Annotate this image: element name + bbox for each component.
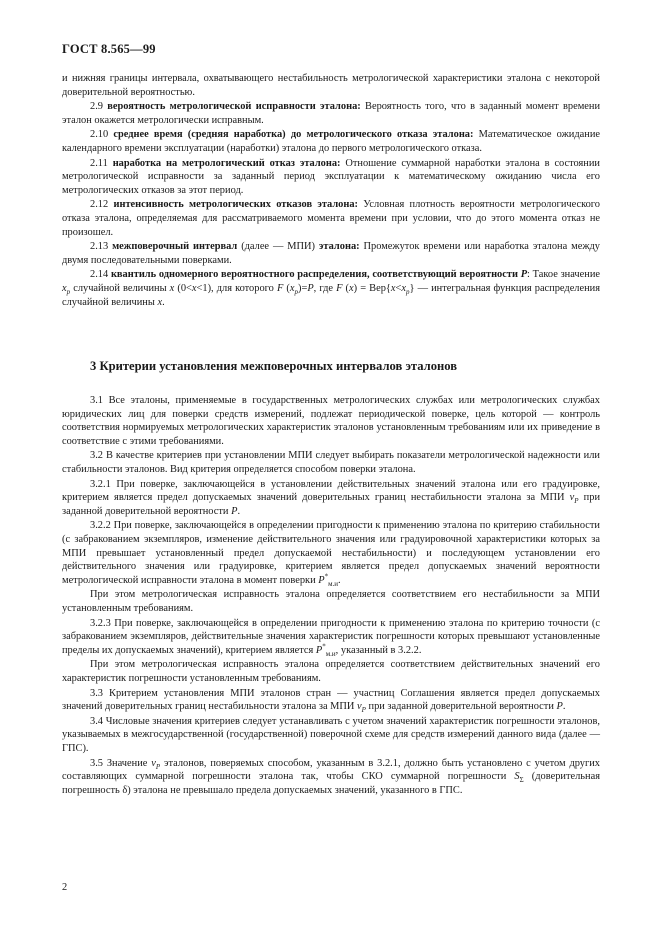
text-run: )=	[297, 282, 308, 294]
text-run: x	[401, 282, 407, 294]
paragraph	[62, 394, 600, 448]
text-run: x	[289, 282, 295, 294]
text-run: .	[562, 701, 566, 713]
text-run: .	[338, 574, 341, 586]
text-run: x	[62, 282, 67, 294]
text-run: (	[283, 282, 290, 294]
text-run: 2.13	[90, 241, 113, 253]
text-run: x	[169, 282, 175, 294]
section-body	[62, 394, 600, 797]
text-run: эталонов, поверяемых способом, указанным в 3.2.1, должно быть установлено с учетом других составляющих суммарной погрешности эталона так, чтобы СКО суммарной погрешности	[62, 757, 600, 783]
text-run: (	[342, 282, 350, 294]
text-run: 3.3 Критерием установления МПИ эталонов стран — участниц Соглашения является предел допускаемых значений доверительных границ нестабильности эталона за МПИ	[62, 687, 600, 713]
text-run: межповерочный интервал	[112, 241, 238, 253]
text-run: p	[294, 287, 298, 296]
text-run: квантиль одномерного вероятностного распределения, соответствующий вероятности	[110, 269, 521, 281]
text-run: <1), для которого	[196, 282, 277, 294]
text-run: P	[307, 282, 314, 294]
text-run: 2.9	[90, 101, 108, 113]
paragraph	[62, 157, 600, 198]
definitions-block	[62, 72, 600, 309]
text-run: Условная плотность вероятности метрологического отказа эталона, определяемая для рассматриваемого момента времени при условии, что до этого момента отказ не произошел.	[62, 199, 601, 238]
text-run: P	[520, 269, 528, 281]
document-header: ГОСТ 8.565—99	[62, 42, 156, 56]
page-number: 2	[62, 882, 68, 893]
text-run: x	[191, 282, 197, 294]
paragraph	[62, 658, 600, 685]
text-run: интенсивность метрологических отказов эталона:	[113, 199, 359, 211]
text-run: м.и	[325, 649, 336, 658]
paragraph	[62, 478, 600, 519]
text-run: *	[322, 642, 326, 651]
paragraph	[62, 617, 600, 658]
text-run: При этом метрологическая исправность эталона определяется соответствием его нестабильности за МПИ установленным требованиям.	[62, 589, 600, 614]
document-body	[62, 72, 600, 797]
text-run: случайной величины	[70, 282, 170, 294]
text-run: (далее — МПИ)	[237, 241, 319, 253]
paragraph	[62, 519, 600, 587]
text-run: , указанный в 3.2.2.	[335, 644, 422, 656]
text-run: среднее время (средняя наработка) до метрологического отказа эталона:	[113, 129, 474, 141]
text-run: 3.5 Значение	[90, 757, 152, 769]
text-run: 3.2.3 При поверке, заключающейся в определении пригодности к применению эталона по критерию точности (с забракованием экземпляров, действительные значения характеристик погрешности которых превышают установленные пределы их допускаемых значений), критерием является	[62, 617, 600, 656]
text-run: , где	[313, 282, 337, 294]
text-run: 3.2 В качестве критериев при установлении МПИ следует выбирать показатели метрологической надежности или стабильности эталонов. Вид критерия определяется способом поверки эталона.	[62, 450, 600, 476]
text-run: F	[336, 282, 343, 294]
text-run: p	[66, 287, 71, 296]
text-run: ν	[357, 701, 362, 713]
text-run: эталона:	[318, 241, 360, 253]
paragraph	[62, 198, 600, 239]
text-run: : Такое значение	[527, 269, 600, 281]
text-run: P	[574, 497, 579, 506]
paragraph	[62, 240, 600, 267]
text-run: вероятность метрологической исправности эталона:	[107, 101, 361, 113]
text-run: При этом метрологическая исправность эталона определяется соответствием действительных значений его характеристик погрешности установленным требованиям.	[62, 659, 600, 684]
paragraph	[62, 757, 600, 798]
text-run: при заданной доверительной вероятности	[62, 492, 601, 517]
text-run: 2.14	[90, 269, 111, 281]
text-run: ν	[569, 492, 575, 504]
paragraph	[62, 588, 600, 615]
text-run: P	[155, 762, 161, 771]
paragraph	[62, 72, 600, 99]
text-run: *	[324, 572, 329, 581]
text-run: .	[162, 296, 165, 308]
text-run: x	[157, 296, 163, 308]
text-run: 3.2.2 При поверке, заключающейся в определении пригодности к применению эталона по критерию стабильности (с забракованием экземпляров, изменение действительного значения или градуировочной характеристики которых за МПИ превышает установленный предел допускаемой нестабильности) и последующем установлении его действительного значения или градуировке, критерием является предел допускаемых значений вероятности метрологической исправности эталона в момент поверки	[62, 520, 600, 586]
text-run: P	[556, 701, 563, 713]
text-run: м.и	[328, 579, 339, 588]
section-spacer	[62, 309, 600, 358]
text-run: наработка на метрологический отказ эталона:	[112, 157, 341, 169]
text-run: 3.4 Числовые значения критериев следует устанавливать с учетом значений характеристик погрешности эталонов, указываемых в межгосударственной (государственной) поверочной схеме для средств измерений данного вида (далее — ГПС).	[62, 715, 600, 754]
text-run: P	[231, 505, 238, 517]
text-run: Математическое ожидание календарного времени эксплуатации (наработки) эталона до первого метрологического отказа.	[62, 129, 600, 154]
paragraph	[62, 715, 600, 756]
text-run: Отношение суммарной наработки эталона в состоянии метрологической исправности за заданный период эксплуатации к математическому ожиданию числа его метрологических отказов за этот период.	[62, 157, 600, 196]
text-run: x	[390, 282, 396, 294]
text-run: 3.1 Все эталоны, применяемые в государственных метрологических службах или метрологических службах юридических лиц для поверки средств измерений, подлежат периодической поверке, цель которой — контроль соответствия нормируемых метрологических характеристик эталонов установленным требованиям или их приведение в соответствие с этими требованиями.	[62, 395, 600, 447]
text-run: } — интегральная функция распределения случайной величины	[62, 282, 600, 308]
text-run: F	[276, 282, 284, 294]
text-run: 2.11	[90, 157, 113, 169]
section-title: 3 Критерии установления межповерочных интервалов эталонов	[90, 359, 458, 374]
text-run: 3.2.1 При поверке, заключающейся в установлении действительных значений эталона или его градуировке, критерием является предел допускаемых значений доверительных границ нестабильности эталона за МПИ	[62, 478, 600, 504]
text-run: P	[361, 706, 366, 715]
text-run: <	[395, 282, 402, 294]
paragraph	[62, 268, 600, 309]
text-run: (доверительная погрешность δ) эталона не превышало предела допускаемых значений, указанного в ГПС.	[62, 771, 600, 796]
text-run: (0<	[174, 282, 192, 294]
text-run: Промежуток времени или наработка эталона между двумя последовательными поверками.	[62, 241, 600, 266]
text-run: Σ	[519, 776, 524, 785]
text-run: .	[237, 505, 241, 517]
text-run: p	[406, 287, 410, 296]
paragraph	[62, 687, 600, 714]
text-run: x	[349, 282, 354, 294]
text-run: P	[315, 644, 323, 656]
text-run: ) = Вер{	[353, 282, 391, 294]
text-run: и нижняя границы интервала, охватывающего нестабильность метрологической характеристики эталона с некоторой доверительной вероятностью.	[62, 73, 600, 98]
text-run: при заданной доверительной вероятности	[365, 701, 557, 713]
text-run: Вероятность того, что в заданный момент времени эталон окажется метрологически исправным.	[62, 101, 600, 126]
paragraph	[62, 449, 600, 476]
text-run: ν	[151, 757, 156, 769]
text-run: 2.12	[90, 199, 114, 211]
paragraph	[62, 128, 600, 155]
text-run: S	[514, 771, 520, 783]
paragraph	[62, 100, 600, 127]
text-run: 2.10	[90, 129, 114, 141]
text-run: P	[318, 574, 325, 586]
